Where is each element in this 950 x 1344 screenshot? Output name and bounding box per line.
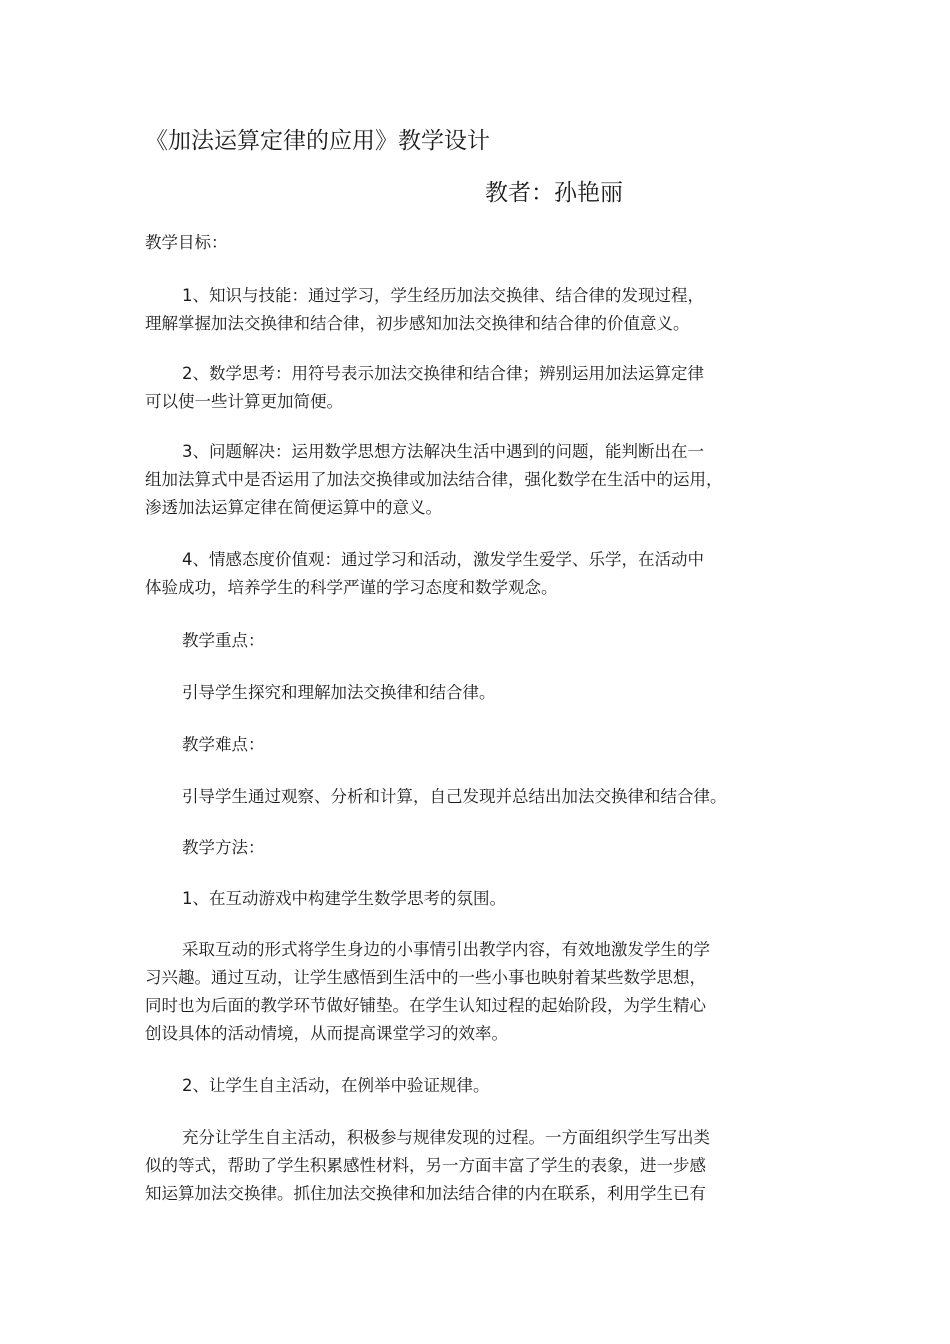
- objective-2: [145, 360, 815, 416]
- objective-4: [145, 546, 815, 602]
- difficulties-heading-text: 教学难点：: [182, 735, 265, 754]
- document-title: 《加法运算定律的应用》教学设计: [145, 128, 490, 154]
- method-1-line: 采取互动的形式将学生身边的小事情引出教学内容，有效地激发学生的学: [182, 940, 710, 959]
- objective-4-line: 体验成功，培养学生的科学严谨的学习态度和数学观念。: [145, 578, 558, 597]
- method-2-title-text: 2、让学生自主活动，在例举中验证规律。: [182, 1076, 490, 1095]
- method-1-line: 创设具体的活动情境，从而提高课堂学习的效率。: [145, 1024, 508, 1043]
- objective-1: [145, 282, 815, 338]
- key-points-heading-text: 教学重点：: [182, 631, 265, 650]
- method-1-line: 习兴趣。通过互动，让学生感悟到生活中的一些小事也映射着某些数学思想，: [145, 968, 706, 987]
- method-1-body: [145, 936, 815, 1048]
- difficulties-heading: [145, 731, 815, 759]
- objective-4-line: 4、情感态度价值观：通过学习和活动，激发学生爱学、乐学，在活动中: [182, 550, 704, 569]
- objective-3-line: 渗透加法运算定律在简便运算中的意义。: [145, 498, 442, 517]
- difficulties-line: 引导学生通过观察、分析和计算，自己发现并总结出加法交换律和结合律。: [182, 787, 727, 806]
- objectives-heading: [145, 229, 815, 257]
- objective-3: [145, 438, 815, 522]
- objective-1-line: 1、知识与技能：通过学习，学生经历加法交换律、结合律的发现过程，: [182, 286, 704, 305]
- method-1-line: 同时也为后面的教学环节做好铺垫。在学生认知过程的起始阶段，为学生精心: [145, 996, 706, 1015]
- methods-heading-text: 教学方法：: [182, 838, 265, 857]
- key-points-line: 引导学生探究和理解加法交换律和结合律。: [182, 683, 496, 702]
- difficulties-text: [145, 783, 815, 811]
- objective-3-line: 组加法算式中是否运用了加法交换律或加法结合律，强化数学在生活中的运用，: [145, 470, 723, 489]
- method-1-title-text: 1、在互动游戏中构建学生数学思考的氛围。: [182, 889, 506, 908]
- objective-3-line: 3、问题解决：运用数学思想方法解决生活中遇到的问题，能判断出在一: [182, 442, 704, 461]
- method-2-body: [145, 1124, 815, 1208]
- key-points-text: [145, 679, 815, 707]
- key-points-heading: [145, 627, 815, 655]
- method-2-line: 充分让学生自主活动，积极参与规律发现的过程。一方面组织学生写出类: [182, 1128, 710, 1147]
- objectives-heading-text: 教学目标：: [145, 233, 228, 252]
- author-line: 教者：孙艳丽: [485, 180, 623, 206]
- objective-2-line: 2、数学思考：用符号表示加法交换律和结合律；辨别运用加法运算定律: [182, 364, 704, 383]
- method-2-line: 知运算加法交换律。抓住加法交换律和加法结合律的内在联系，利用学生已有: [145, 1184, 706, 1203]
- method-1-title: [145, 885, 815, 913]
- methods-heading: [145, 834, 815, 862]
- method-2-title: [145, 1072, 815, 1100]
- objective-2-line: 可以使一些计算更加简便。: [145, 392, 343, 411]
- method-2-line: 似的等式，帮助了学生积累感性材料，另一方面丰富了学生的表象，进一步感: [145, 1156, 706, 1175]
- objective-1-line: 理解掌握加法交换律和结合律，初步感知加法交换律和结合律的价值意义。: [145, 314, 690, 333]
